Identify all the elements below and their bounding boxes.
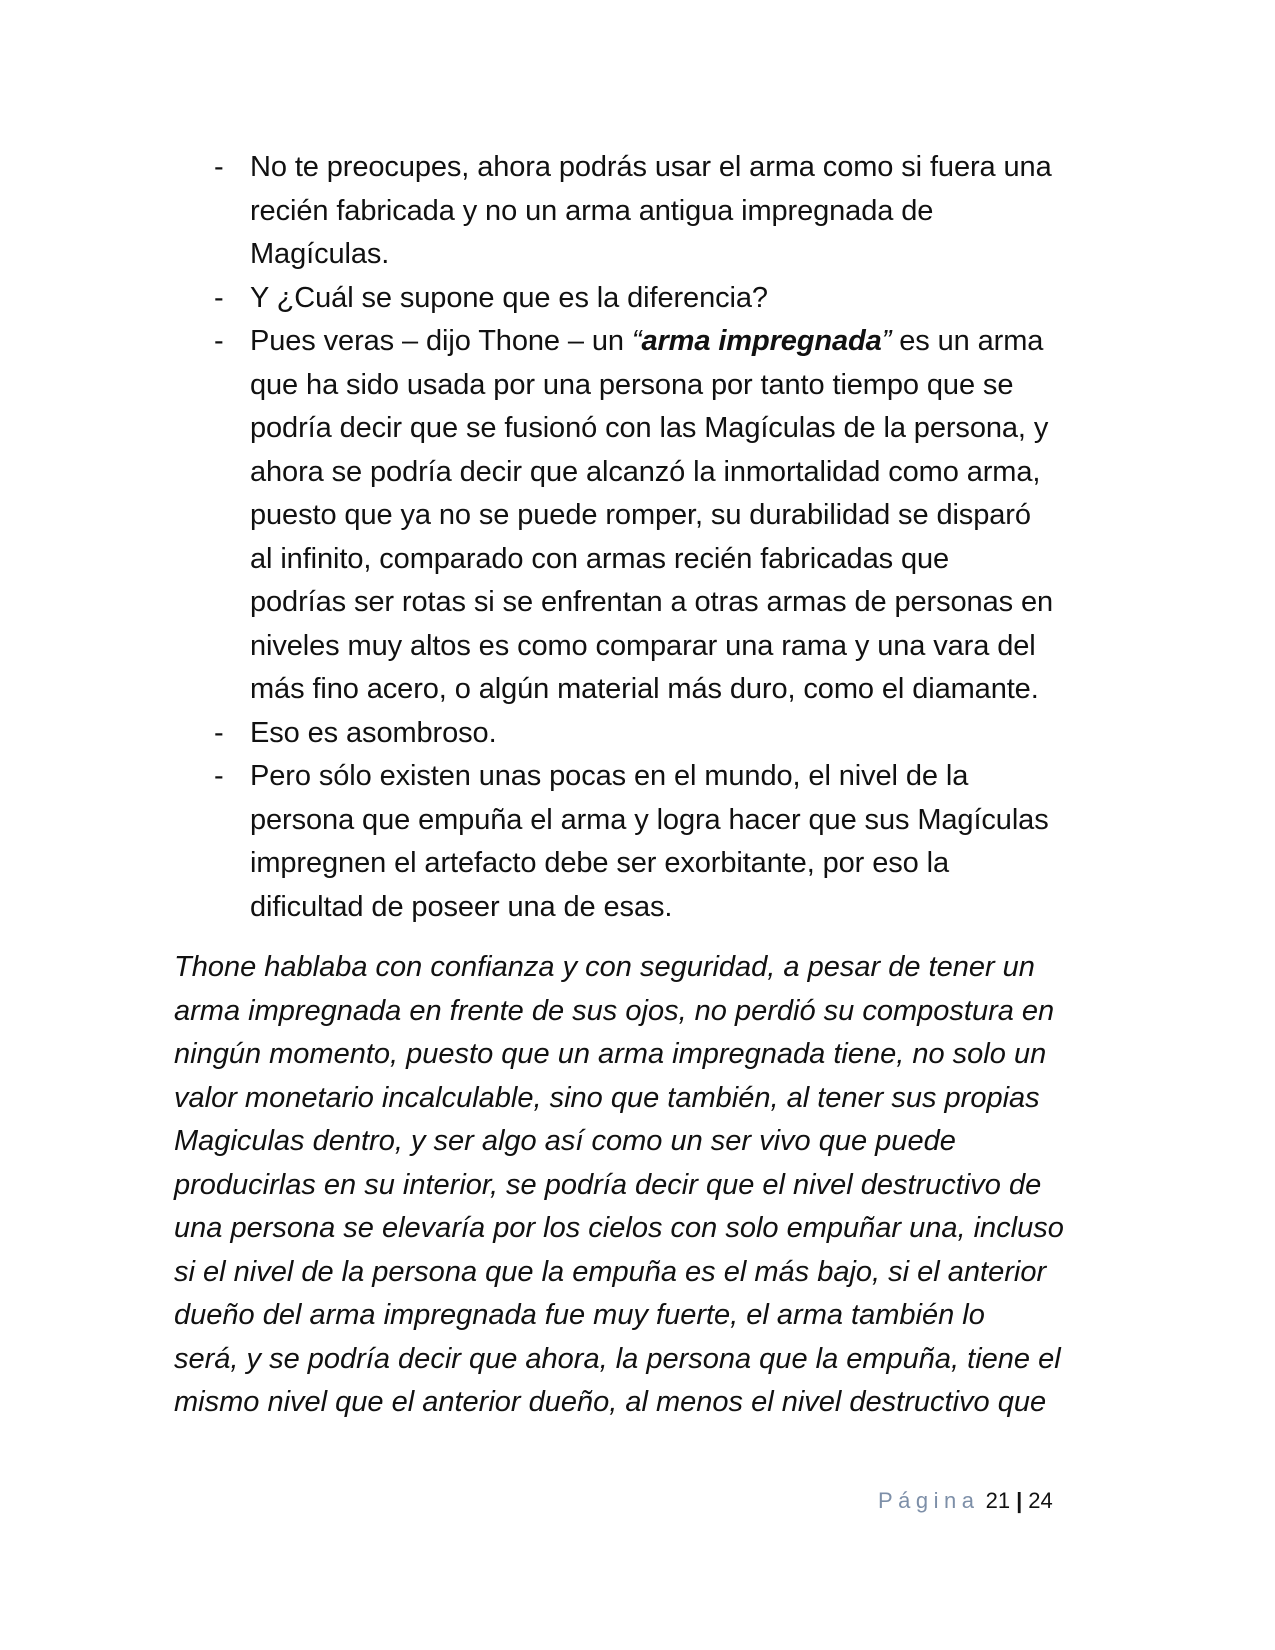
text-segment: Pues veras – dijo Thone – un	[250, 325, 632, 357]
text-line: producirlas en su interior, se podría decir que el nivel destructivo de	[174, 1168, 1042, 1201]
text-line: Y ¿Cuál se supone que es la diferencia?	[250, 281, 768, 314]
text-line: podría decir que se fusionó con las Magículas de la persona, y	[250, 412, 1049, 444]
page-total: 24	[1028, 1488, 1053, 1513]
dialogue-dash: -	[214, 151, 224, 183]
close-quote: ”	[881, 325, 892, 357]
text-line: que ha sido usada por una persona por tanto tiempo que se	[250, 368, 1014, 401]
dialogue-dash: -	[214, 325, 224, 357]
open-quote: “	[631, 325, 642, 357]
text-line: No te preocupes, ahora podrás usar el arma como si fuera una	[250, 151, 1052, 183]
dialogue-dash: -	[214, 716, 224, 749]
text-line: al infinito, comparado con armas recién fabricadas que	[250, 542, 950, 575]
text-line: impregnen el artefacto debe ser exorbitante, por eso la	[250, 847, 949, 879]
text-line: ningún momento, puesto que un arma impregnada tiene, no solo un	[174, 1038, 1047, 1070]
text-line: dueño del arma impregnada fue muy fuerte, el arma también lo	[174, 1299, 985, 1331]
dialogue-item	[210, 277, 1090, 321]
dialogue-item	[210, 320, 1090, 712]
page-number: 21	[985, 1488, 1011, 1513]
text-line: dificultad de poseer una de esas.	[250, 890, 673, 923]
dialogue-item	[210, 755, 1090, 929]
dialogue-dash: -	[214, 760, 224, 792]
text-line: Magículas.	[250, 238, 390, 270]
dialogue-list	[210, 146, 1090, 929]
text-line: Magiculas dentro, y ser algo así como un ser vivo que puede	[174, 1125, 956, 1157]
text-line: puesto que ya no se puede romper, su durabilidad se disparó	[250, 499, 1031, 531]
page-separator: |	[1016, 1488, 1023, 1513]
text-line-emphasis	[250, 320, 1090, 364]
text-line: mismo nivel que el anterior dueño, al menos el nivel destructivo que	[174, 1386, 1047, 1418]
dialogue-dash: -	[214, 281, 224, 314]
text-line: valor monetario incalculable, sino que también, al tener sus propias	[174, 1081, 1040, 1114]
dialogue-item	[210, 146, 1090, 277]
emphasized-term: arma impregnada	[641, 325, 882, 357]
text-line: Eso es asombroso.	[250, 716, 497, 749]
text-line: una persona se elevaría por los cielos con solo empuñar una, incluso	[174, 1212, 1064, 1244]
text-line: más fino acero, o algún material más duro, como el diamante.	[250, 673, 1039, 705]
text-line: será, y se podría decir que ahora, la persona que la empuña, tiene el	[174, 1342, 1061, 1375]
text-line: arma impregnada en frente de sus ojos, no perdió su compostura en	[174, 994, 1055, 1027]
page-footer	[878, 1487, 1053, 1515]
text-line: Pero sólo existen unas pocas en el mundo, el nivel de la	[250, 760, 969, 792]
text-line: persona que empuña el arma y logra hacer que sus Magículas	[250, 803, 1049, 836]
text-line: niveles muy altos es como comparar una rama y una vara del	[250, 629, 1036, 662]
dialogue-item	[210, 712, 1090, 756]
text-line: ahora se podría decir que alcanzó la inmortalidad como arma,	[250, 455, 1041, 488]
text-segment: es un arma	[891, 325, 1044, 357]
text-line: Thone hablaba con confianza y con seguridad, a pesar de tener un	[174, 951, 1035, 983]
text-line: podrías ser rotas si se enfrentan a otras armas de personas en	[250, 586, 1054, 618]
narration-paragraph	[174, 946, 1094, 1425]
text-line: recién fabricada y no un arma antigua impregnada de	[250, 194, 934, 227]
page-label: Página	[878, 1488, 980, 1513]
text-line: si el nivel de la persona que la empuña es el más bajo, si el anterior	[174, 1255, 1047, 1288]
